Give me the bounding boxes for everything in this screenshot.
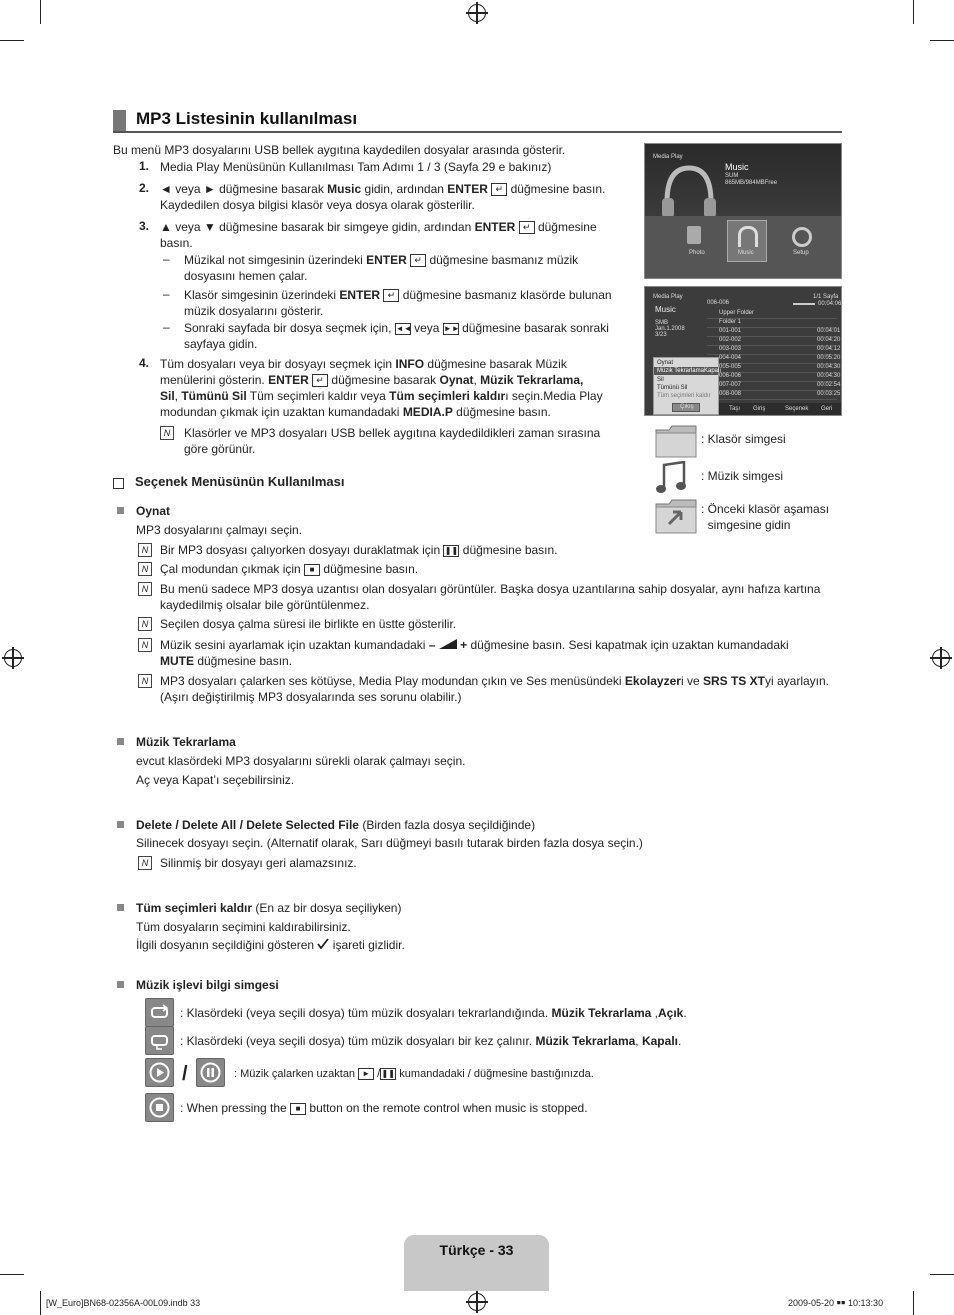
step-1-text: Media Play Menüsünün Kullanılması Tam Adımı 1 / 3 (Sayfa 29 e bakınız) — [160, 160, 552, 174]
registration-mark-icon — [468, 1293, 486, 1311]
oynat-title: Oynat — [136, 504, 171, 518]
square-bullet-icon — [117, 738, 124, 745]
step-number: 2. — [139, 181, 150, 195]
exit-button[interactable]: Çıkış — [672, 403, 700, 412]
screen-sub: SUM — [725, 173, 739, 179]
progress-bar — [793, 303, 815, 305]
legend-folder: : Klasör simgesi — [701, 432, 786, 446]
screen-footer — [719, 403, 841, 415]
pause-button-icon: ❚❚ — [381, 1069, 395, 1079]
note-icon: N — [138, 543, 152, 557]
info-row-repeat-on: : Klasördeki (veya seçili dosya) tüm müzik dosyaları tekrarlandığında. Müzik Tekrarlama ,Açık. — [180, 1006, 687, 1020]
menu-item-deselect[interactable]: Tüm seçimleri kaldır — [657, 393, 711, 399]
music-icon — [738, 226, 758, 247]
oynat-note-5: Müzik sesini ayarlamak için uzaktan kumandadaki – + düğmesine basın. Sesi kapatmak için uzaktan kumandadaki MUTE düğmesine basın. — [160, 638, 789, 668]
dash-item: Müzikal not simgesinin üzerindeki ENTER ↵ düğmesine basmanız müzik dosyasını hemen çalar. — [184, 253, 579, 283]
enter-icon: ↵ — [519, 221, 535, 234]
pause-state-icon — [196, 1058, 225, 1087]
list-item[interactable]: 001-001 00:04:01 — [707, 327, 837, 337]
play-button-icon: ► — [358, 1068, 374, 1080]
setup-icon — [792, 227, 812, 247]
step-3-text: ▲ veya ▼ düğmesine basarak bir simgeye gidin, ardından ENTER ↵ düğmesine basın. — [160, 220, 597, 250]
note-icon: N — [138, 856, 152, 870]
side-title: Music — [655, 305, 676, 314]
music-list-screen — [644, 286, 842, 416]
step-number: 3. — [139, 219, 150, 233]
square-bullet-icon — [117, 904, 124, 911]
menu-item-music: Music — [738, 250, 754, 256]
footer-option: Seçenek — [785, 406, 809, 412]
side-info: 3/23 — [655, 332, 667, 338]
oynat-note-6: MP3 dosyaları çalarken ses kötüyse, Media Play modundan çıkın ve Ses menüsündeki Ekolayzeri ve SRS TS XTyi ayarlayın. (Aşırı değiştirilmiş MP3 dosyalarında ses sorunu olabilir.) — [160, 674, 830, 704]
side-info: Jan.1.2008 — [655, 326, 685, 332]
square-bullet-icon — [117, 507, 124, 514]
info-row-stop: : When pressing the ■ button on the remote control when music is stopped. — [180, 1101, 588, 1115]
menu-item-repeat[interactable]: Müzik Tekrarlama — [657, 368, 704, 374]
checkmark-icon — [317, 938, 329, 949]
step-number: 4. — [139, 356, 150, 370]
play-state-icon — [145, 1058, 174, 1087]
options-popup — [653, 357, 722, 415]
step-4-text: Tüm dosyaları veya bir dosyayı seçmek için INFO düğmesine basarak Müzik menülerini gösterin. ENTER ↵ düğmesine basarak Oynat, Müzik Tekrarlama, Sil, Tümünü Sil Tüm seçimleri kaldır veya Tüm seçimleri kaldırı seçin.Media Play modundan çıkmak için uzaktan kumandadaki MEDIA.P düğmesine basın. — [160, 357, 603, 419]
list-item[interactable]: 005-005 00:04:30 — [707, 363, 837, 373]
crop-mark — [930, 40, 954, 41]
menu-item-delete[interactable]: Sil — [657, 377, 664, 383]
dash-item: Sonraki sayfada bir dosya seçmek için, ◄◄ veya ►► düğmesine basarak sonraki sayfaya gidin. — [184, 321, 609, 351]
info-row-repeat-off: : Klasördeki (veya seçili dosya) tüm müzik dosyaları bir kez çalınır. Müzik Tekrarlama, Kapalı. — [180, 1034, 682, 1048]
oynat-note-2: Çal modundan çıkmak için ■ düğmesine basın. — [160, 562, 419, 576]
list-item[interactable]: Folder 1 — [707, 318, 837, 328]
footer-move: Taşı — [729, 406, 741, 412]
dash-bullet: – — [163, 252, 170, 266]
title-marker — [113, 110, 126, 131]
dash-bullet: – — [163, 287, 170, 301]
screen-title: Music — [725, 162, 749, 172]
square-bullet-icon — [117, 981, 124, 988]
range-label: 006-006 — [707, 300, 730, 306]
crop-mark — [930, 1274, 954, 1275]
stop-button-icon: ■ — [290, 1103, 306, 1115]
crop-mark — [913, 1291, 914, 1315]
oynat-desc: MP3 dosyalarını çalmayı seçin. — [136, 523, 303, 537]
info-row-play-pause: : Müzik çalarken uzaktan ► /❚❚ kumandadaki / düğmesine bastığınızda. — [234, 1068, 594, 1080]
registration-mark-icon — [932, 649, 950, 667]
screen-header: Media Play — [653, 154, 683, 160]
dash-item: Klasör simgesinin üzerindeki ENTER ↵ düğmesine basmanız klasörde bulunan müzik dosyalarını gösterir. — [184, 288, 612, 318]
menu-item-play[interactable]: Oynat — [657, 360, 674, 366]
footer-back: Geri — [821, 406, 833, 412]
stop-icon: ■ — [304, 564, 320, 576]
repeat-line-1: evcut klasördeki MP3 dosyalarını sürekli olarak çalmayı seçin. — [136, 754, 466, 768]
folder-icon — [655, 424, 697, 458]
deselect-line-2: İlgili dosyanın seçildiğini gösteren işareti gizlidir. — [136, 938, 405, 952]
note-icon: N — [138, 638, 152, 652]
footer-timestamp: 2009-05-20 ￭￭ 10:13:30 — [788, 1298, 884, 1308]
footer-file-info: [W_Euro]BN68-02356A-00L09.indb 33 — [46, 1298, 201, 1308]
options-heading: Seçenek Menüsünün Kullanılması — [135, 474, 345, 489]
list-item[interactable]: 008-008 00:03:25 — [707, 390, 837, 400]
screen-header: Media Play — [653, 294, 683, 300]
delete-title: Delete / Delete All / Delete Selected File (Birden fazla dosya seçildiğinde) — [136, 818, 536, 832]
note-icon: N — [160, 426, 174, 440]
oynat-note-3: Bu menü sadece MP3 dosya uzantısı olan dosyaları görüntüler. Başka dosya uzantılarına sahip dosyalar, aynı hafıza kartına kaydedilmiş olsalar bile görüntülenmez. — [160, 582, 821, 612]
oynat-note-4: Seçilen dosya çalma süresi ile birlikte en üstte gösterilir. — [160, 617, 457, 631]
step-number: 1. — [139, 159, 150, 173]
info-icons-title: Müzik işlevi bilgi simgesi — [136, 978, 279, 992]
crop-mark — [0, 40, 24, 41]
list-item[interactable]: 007-007 00:02:54 — [707, 381, 837, 391]
registration-mark-icon — [4, 649, 22, 667]
media-play-main-screen — [644, 143, 842, 279]
list-item[interactable]: 003-003 00:04:12 — [707, 345, 837, 355]
list-item[interactable]: 002-002 00:04:20 — [707, 336, 837, 346]
side-info: SMB — [655, 320, 669, 326]
crop-mark — [913, 0, 914, 24]
note-icon: N — [138, 617, 152, 631]
step-note: Klasörler ve MP3 dosyaları USB bellek aygıtına kaydedildikleri zaman sırasına göre görünür. — [184, 426, 601, 456]
enter-icon: ↵ — [312, 374, 328, 387]
fast-forward-icon: ►► — [443, 323, 460, 333]
step-2-text: ◄ veya ► düğmesine basarak Music gidin, ardından ENTER ↵ düğmesine basın. Kaydedilen dosya bilgisi klasör veya dosya olarak gösterilir. — [160, 182, 606, 212]
parent-folder-icon — [655, 498, 697, 534]
checkbox-bullet-icon — [113, 478, 124, 489]
list-item[interactable]: 004-004 00:05:20 — [707, 354, 837, 364]
pause-icon: ❚❚ — [444, 545, 459, 555]
note-icon: N — [138, 562, 152, 576]
repeat-off-icon — [145, 1026, 174, 1055]
enter-icon: ↵ — [383, 289, 399, 302]
crop-mark — [0, 1274, 24, 1275]
dash-bullet: – — [163, 320, 170, 334]
legend-parent: : Önceki klasör aşaması simgesine gidin — [701, 502, 830, 532]
music-note-icon — [655, 461, 687, 495]
enter-icon: ↵ — [410, 254, 426, 267]
menu-item-photo: Photo — [689, 250, 705, 256]
intro-text: Bu menü MP3 dosyalarını USB bellek aygıtına kaydedilen dosyalar arasında gösterir. — [113, 143, 566, 157]
delete-line-1: Silinecek dosyayı seçin. (Alternatif olarak, Sarı düğmeyi basılı tutarak birden fazla dosya seçin.) — [136, 836, 643, 850]
list-item[interactable]: 006-006 00:04:30 — [707, 372, 837, 382]
section-title-bar — [113, 108, 842, 133]
registration-mark-icon — [468, 4, 486, 22]
note-icon: N — [138, 582, 152, 596]
file-list — [707, 309, 841, 403]
crop-mark — [40, 0, 41, 24]
photo-icon — [687, 226, 701, 244]
headphones-icon — [659, 162, 719, 224]
oynat-note-1: Bir MP3 dosyası çalıyorken dosyayı duraklatmak için ❚❚ düğmesine basın. — [160, 543, 558, 557]
list-item[interactable]: Upper Folder — [707, 309, 837, 319]
legend-music: : Müzik simgesi — [701, 469, 784, 483]
rewind-icon: ◄◄ — [395, 323, 412, 333]
volume-icon — [439, 639, 457, 649]
deselect-line-1: Tüm dosyaların seçimini kaldırabilirsiniz. — [136, 920, 351, 934]
icon-slash: / — [182, 1063, 188, 1085]
page-indicator: 1/1 Sayfa — [813, 294, 839, 300]
repeat-on-icon — [145, 998, 174, 1027]
total-time: 00:04:06 — [818, 301, 842, 307]
note-icon: N — [138, 674, 152, 688]
enter-icon: ↵ — [491, 183, 507, 196]
screen-sub: 865MB/984MBFree — [725, 180, 778, 186]
page-title: MP3 Listesinin kullanılması — [136, 109, 358, 128]
page-number-tab — [404, 1235, 549, 1291]
footer-enter: Giriş — [753, 406, 766, 412]
deselect-title: Tüm seçimleri kaldır (En az bir dosya seçiliyken) — [136, 901, 402, 915]
menu-item-repeat-value: Kapalı — [704, 368, 722, 374]
stop-state-icon — [145, 1093, 174, 1122]
menu-item-setup: Setup — [793, 250, 809, 256]
repeat-line-2: Aç veya Kapat’ı seçebilirsiniz. — [136, 773, 295, 787]
repeat-title: Müzik Tekrarlama — [136, 735, 236, 749]
menu-item-delete-all[interactable]: Tümünü Sil — [657, 385, 688, 391]
crop-mark — [40, 1291, 41, 1315]
page-number: Türkçe - 33 — [439, 1242, 514, 1258]
delete-note: Silinmiş bir dosyayı geri alamazsınız. — [160, 856, 357, 870]
square-bullet-icon — [117, 821, 124, 828]
